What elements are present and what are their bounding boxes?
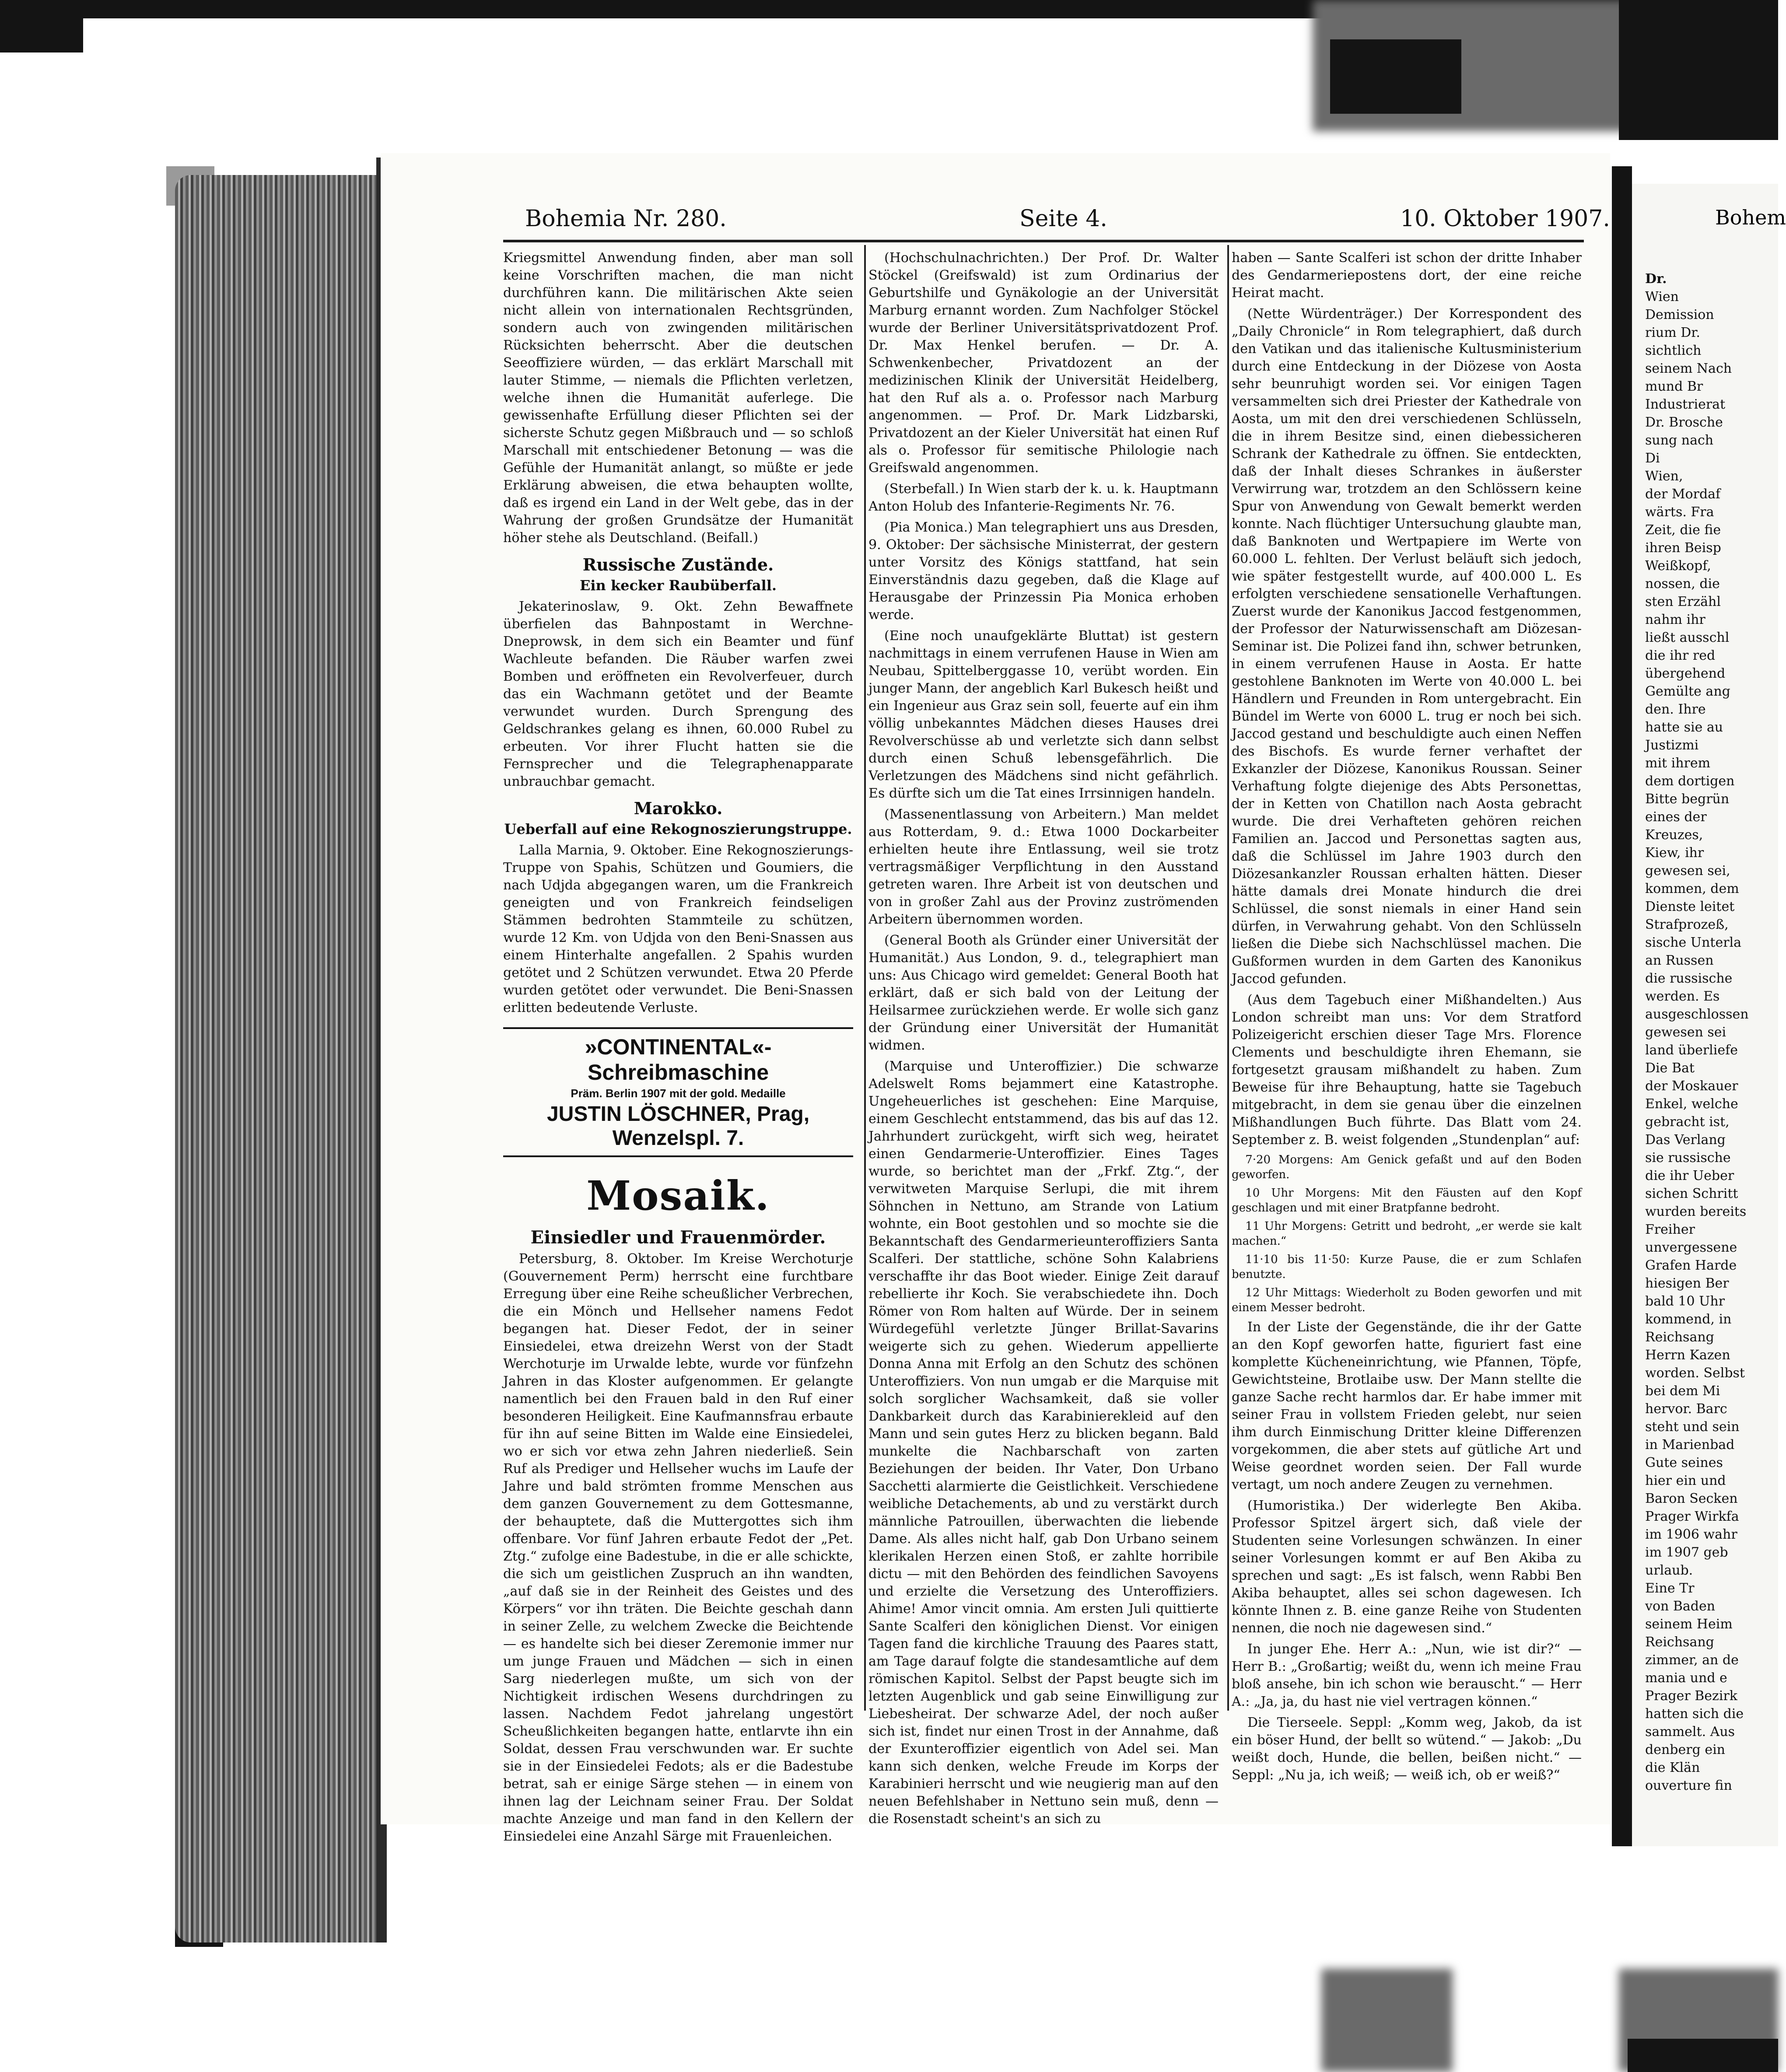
- facing-page-line: gewesen sei: [1645, 1025, 1726, 1040]
- facing-page-line: hervor. Barc: [1645, 1401, 1727, 1417]
- facing-page-line: Zeit, die fie: [1645, 522, 1721, 538]
- facing-page-line: Kreuzes,: [1645, 827, 1703, 843]
- article-text: (Nette Würdenträger.) Der Korrespondent des „Daily Chronicle“ in Rom telegraphiert, daß durch den Vatikan und das italienische Kultusministerium durch eine Entdeckung in der Diözese von Aosta sehr beunruhigt worden sei. Vor einigen Tagen versammelten sich drei Priester der Kathedrale von Aosta, um mit den drei verschiedenen Schlüsseln, die in ihrem Besitze sind, einen diebessicheren Schrank der Kathedrale zu öffnen. Sie entdeckten, daß der Inhalt dieses Schrankes in äußerster Verwirrung war, trotzdem an den Schlössern keine Spur von Anwendung von Gewalt bemerkt werden konnte. Nach flüchtiger Untersuchung glaubte man, daß Banknoten und Wertpapiere im Werte von 60.000 L. fehlten. Der Verlust beläuft sich jedoch, wie später festgestellt wurde, auf 400.000 L. Es erfolgten verschiedene sensationelle Verhaftungen. Zuerst wurde der Kanonikus Jaccod festgenommen, der Professor der Naturwissenschaft am Diözesan-Seminar ist. Die Polizei fand ihn, schwer betrunken, in einem verrufenen Hause in Aosta. Er hatte gestohlene Banknoten im Werte von 40.000 L. bei Händlern und Freunden in Rom untergebracht. Ein Bündel im Werte von 6000 L. trug er noch bei sich. Jaccod gestand und beschuldigte auch einen Neffen des Bischofs. Es wurde ferner verhaftet der Exkanzler der Diözese, Kanonikus Roussan. Seiner Verhaftung folgte diejenige des Abts Personettas, der in Ketten von Chatillon nach Aosta gebracht wurde. Die drei Verhafteten gehören reichen Familien an. Jaccod und Personettas sagten aus, daß die Schlüssel im Jahre 1903 durch den Diözesankanzler Roussan erhalten hätten. Dieser hätte damals drei Monate hindurch die drei Schlüssel, die sonst niemals in einer Hand sein dürfen, in Verwahrung gehabt. Von den Schlüsseln ließen die Diebe sich Nachschlüssel machen. Die Gußformen wurden in dem Garten des Kanonikus Jaccod gefunden.: [1232, 306, 1582, 987]
- facing-page-line: von Baden: [1645, 1599, 1716, 1614]
- article-heading: Ueberfall auf eine Rekognoszierungstruppe.: [504, 821, 852, 837]
- gutter-shadow: [1612, 166, 1632, 1846]
- facing-page-line: ouverture fin: [1645, 1778, 1732, 1793]
- facing-page-line: mund Br: [1645, 379, 1703, 394]
- article-text: Petersburg, 8. Oktober. Im Kreise Werchoturje (Gouvernement Perm) herrscht eine furchtbare Erregung über eine Reihe scheußlicher Verbrechen, die ein Mönch und Hellseher namens Fedot begangen hat. Dieser Fedot, der in seiner Einsiedelei, etwa dreizehn Werst von der Stadt Werchoturje im Urwalde lebte, wurde vor fünfzehn Jahren in das Kloster aufgenommen. Er gelangte namentlich bei den Frauen bald in den Ruf einer besonderen Heiligkeit. Eine Kaufmannsfrau erbaute für ihn auf seine Bitten im Walde eine Einsiedelei, wo er sich vor etwa zehn Jahren niederließ. Sein Ruf als Prediger und Hellseher wuchs im Laufe der Jahre und bald strömten fromme Menschen aus dem ganzen Gouvernement zu dem Gottesmanne, der behauptete, daß die Muttergottes sich ihm offenbare. Vor fünf Jahren erbaute Fedot der „Pet. Ztg.“ zufolge eine Badestube, in die er alle schickte, die sich um geistlichen Zuspruch an ihn wandten, „auf daß sie in der Reinheit des Geistes und des Körpers“ vor ihn träten. Die Beichte geschah dann in seiner Zelle, zu welchem Zwecke die Beichtende — es handelte sich bei dieser Zeremonie immer nur um junge Frauen und Mädchen — sich in einen Sarg niederlegen mußte, um sich von der Nichtigkeit irdischen Wesens durchdringen zu lassen. Nachdem Fedot jahrelang ungestört Scheußlichkeiten begangen hatte, entlarvte ihn ein Soldat, dessen Frau verschwunden war. Er suchte sie in der Einsiedelei Fedots; als er die Badestube betrat, sah er einige Särge stehen — in einem von ihnen lag der Leichnam seiner Frau. Der Soldat machte Anzeige und man fand in den Kellern der Einsiedelei eine Anzahl Särge mit Frauenleichen.: [503, 1251, 853, 1844]
- facing-page-line: nossen, die: [1645, 576, 1720, 592]
- article-text: Lalla Marnia, 9. Oktober. Eine Rekognoszierungs-Truppe von Spahis, Schützen und Goumiers, die nach Udjda abgegangen waren, um die Frankreich geneigten und von Frankreich feindseligen Stämmen bedrohten Stammteile zu schützen, wurde 12 Km. von Udjda von den Beni-Snassen aus einem Hinterhalte angefallen. 2 Spahis wurden getötet und 2 Schützen verwundet. Etwa 20 Pferde wurden getötet oder verwundet. Die Beni-Snassen erlitten bedeutende Verluste.: [503, 843, 853, 1015]
- ad-award: Präm. Berlin 1907 mit der gold. Medaille: [571, 1087, 786, 1100]
- facing-page-line: hier ein und: [1645, 1473, 1726, 1488]
- facing-page-line: Strafprozeß,: [1645, 917, 1729, 932]
- facing-page-fragment: [1632, 184, 1786, 1846]
- facing-page-line: ließt ausschl: [1645, 630, 1730, 645]
- facing-page-line: sammelt. Aus: [1645, 1724, 1735, 1740]
- scan-artifact: [1628, 2039, 1778, 2072]
- facing-page-line: Dr.: [1645, 271, 1667, 287]
- facing-page-line: mit ihrem: [1645, 756, 1711, 771]
- article-text: Jekaterinoslaw, 9. Okt. Zehn Bewaffnete überfielen das Bahnpostamt in Werchne-Dneprowsk, in dem sich ein Beamter und fünf Wachleute befanden. Die Räuber warfen zwei Bomben und eröffneten ein Revolverfeuer, durch das ein Wachmann getötet und der Beamte verwundet wurden. Durch Sprengung des Geldschrankes gelang es ihnen, 60.000 Rubel zu erbeuten. Vor ihrer Flucht hatten sie die Fernsprecher und die Telegraphenapparate unbrauchbar gemacht.: [503, 599, 853, 789]
- article-text: (Humoristika.) Der widerlegte Ben Akiba. Professor Spitzel ärgert sich, daß viele der Studenten seine Vorlesungen schwänzen. In einer seiner Vorlesungen kommt er auf Ben Akiba zu sprechen und sagt: „Es ist falsch, wenn Rabbi Ben Akiba behauptet, alles sei schon dagewesen. Ich könnte Ihnen z. B. eine ganze Reihe von Studenten nennen, die noch nie dagewesen sind.“: [1232, 1498, 1582, 1636]
- facing-page-line: Freiher: [1645, 1222, 1695, 1237]
- diary-entry: 11 Uhr Morgens: Getritt und bedroht, „er werde sie kalt machen.“: [1232, 1220, 1582, 1248]
- facing-page-line: unvergessene: [1645, 1240, 1737, 1255]
- article-text: Die Tierseele. Seppl: „Komm weg, Jakob, da ist ein böser Hund, der bellt so wütend.“ — Jakob: „Du weißt doch, Hunde, die bellen, beißen nicht.“ — Seppl: „Nu ja, ich weiß; — weiß ich, ob er weiß?“: [1232, 1715, 1582, 1783]
- article-text: Kriegsmittel Anwendung finden, aber man soll keine Vorschriften machen, die man nicht durchführen kann. Die militärischen Akte seien nicht allein von internationalen Rechtsgründen, sondern auch von zwingenden militärischen Rücksichten beherrscht. Aber die deutschen Seeoffiziere würden, — das erklärt Marschall mit lauter Stimme, — niemals die Pflichten verletzen, welche ihnen die Humanität auferlege. Die gewissenhafte Erfüllung dieser Pflichten sei der sicherste Schutz gegen Mißbrauch und — so schloß Marschall mit entschiedener Betonung — was die Gefühle der Humanität anlangt, so müßte er jede Erklärung abweisen, die etwa behaupten wollte, daß es irgend ein Land in der Welt gebe, das in der Wahrung der großen Grundsätze der Humanität höher stehe als Deutschland. (Beifall.): [503, 250, 853, 546]
- column-3: [1232, 249, 1582, 1788]
- facing-page-line: der Moskauer: [1645, 1078, 1738, 1094]
- facing-page-line: Bitte begrün: [1645, 791, 1730, 807]
- facing-page-line: kommen, dem: [1645, 881, 1739, 896]
- article-text: (Marquise und Unteroffizier.) Die schwarze Adelswelt Roms bejammert eine Katastrophe. Ungeheuerliches ist geschehen: Eine Marquise, einem Geschlecht entstammend, das bis auf das 12. Jahrhundert zurückgeht, wirft sich weg, heiratet einen Gendarmerie-Unteroffizier. Eines Tages wurde, so berichtet man der „Frkf. Ztg.“, der verwitweten Marquise Serlupi, die mit ihrem Söhnchen in Nettuno, am Strande von Latium wohnte, ein Boot gestohlen und so mochte sie die Bekanntschaft des Gendarmerieunteroffiziers Santa Scalferi. Der stattliche, schöne Sohn Kalabriens verschaffte ihr das Boot wieder. Einige Zeit darauf rebellierte ihr Koch. Sie verabschiedete ihn. Doch Römer von Rom halten auf Würde. Der in seinem Würdegefühl verletzte Jünger Brillat-Savarins weigerte sich zu gehen. Wiederum appellierte Donna Anna mit Erfolg an den Schutz des schönen Unteroffiziers. Von nun umgab er die Marquise mit solch sorglicher Wachsamkeit, daß sie voller Dankbarkeit durch das Karabinierekleid auf den Mann und sein gutes Herz zu blicken begann. Bald munkelte die Nachbarschaft von zarten Beziehungen der beiden. Ihr Vater, Don Urbano Sacchetti alarmierte die Geistlichkeit. Verschiedene weibliche Detachements, ab und zu verstärkt durch männliche Patrouillen, überwachten die liebende Dame. Als alles nicht half, gab Don Urbano seinem klerikalen Herzen einen Stoß, er zahlte horribile dictu — mit den Behörden des feindlichen Savoyens und erzielte die Versetzung des Unteroffiziers. Ahime! Amor vincit omnia. Am ersten Juli quittierte Sante Scalferi den königlichen Dienst. Vor einigen Tagen fand die kirchliche Trauung des Paares statt, am Tage darauf folgte die standesamtliche auf dem römischen Kapitol. Selbst der Papst beugte sich im letzten Augenblick und gab seine Einwilligung zur Liebesheirat. Der schwarze Adel, der noch außer sich ist, findet nur einen Trost in der Annahme, daß der Exunteroffizier eigentlich von Adel sei. Man kann sich denken, welche Freude im Korps der Karabinieri herrscht und wie neugierig man auf den neuen Befehlshaber in Nettuno sein muß, denn — die Rosenstadt scheint's an sich zu: [868, 1059, 1219, 1827]
- facing-page-line: sichtlich: [1645, 343, 1702, 358]
- facing-page-line: Kiew, ihr: [1645, 845, 1704, 861]
- column-2: [868, 249, 1219, 1831]
- facing-page-line: hatte sie au: [1645, 720, 1723, 735]
- article-text: (Sterbefall.) In Wien starb der k. u. k. Hauptmann Anton Holub des Infanterie-Regiments Nr. 76.: [868, 481, 1219, 514]
- scan-artifact: [1619, 0, 1778, 140]
- facing-page-line: Gute seines: [1645, 1455, 1723, 1470]
- facing-page-line: sten Erzähl: [1645, 594, 1721, 609]
- facing-page-line: Dr. Brosche: [1645, 415, 1723, 430]
- facing-page-line: gewesen sei,: [1645, 863, 1730, 878]
- facing-page-line: rium Dr.: [1645, 325, 1700, 340]
- facing-page-line: Herrn Kazen: [1645, 1348, 1730, 1363]
- facing-page-line: nahm ihr: [1645, 612, 1705, 627]
- diary-entry: 10 Uhr Morgens: Mit den Fäusten auf den Kopf geschlagen und mit einer Bratpfanne bedroht.: [1232, 1186, 1582, 1214]
- facing-page-line: den. Ihre: [1645, 702, 1706, 717]
- header-rule: [503, 240, 1584, 242]
- facing-page-line: Demission: [1645, 307, 1714, 322]
- facing-page-line: Wien,: [1645, 469, 1683, 484]
- diary-entry: 11·10 bis 11·50: Kurze Pause, die er zum Schlafen benutzte.: [1232, 1253, 1582, 1281]
- facing-page-line: Dienste leitet: [1645, 899, 1735, 914]
- facing-page-line: die Klän: [1645, 1760, 1700, 1775]
- facing-page-line: hatten sich die: [1645, 1706, 1744, 1722]
- facing-page-line: seinem Nach: [1645, 361, 1732, 376]
- facing-page-line: Reichsang: [1645, 1634, 1714, 1650]
- facing-page-line: in Marienbad: [1645, 1437, 1735, 1452]
- facing-page-line: eines der: [1645, 809, 1707, 825]
- facing-page-line: dem dortigen: [1645, 774, 1735, 789]
- ad-title: »CONTINENTAL«-Schreibmaschine: [585, 1035, 772, 1085]
- facing-page-line: hiesigen Ber: [1645, 1276, 1729, 1291]
- facing-page-line: urlaub.: [1645, 1563, 1693, 1578]
- facing-page-line: Reichsang: [1645, 1330, 1714, 1345]
- facing-page-line: Grafen Harde: [1645, 1258, 1737, 1273]
- page-header: [381, 206, 1610, 241]
- facing-page-line: Die Bat: [1645, 1060, 1695, 1076]
- facing-page-line: die ihr red: [1645, 648, 1716, 663]
- masthead-issue: Bohemia Nr. 280.: [525, 206, 727, 232]
- page-number: Seite 4.: [1019, 206, 1107, 232]
- facing-page-line: sung nach: [1645, 433, 1714, 448]
- article-text: haben — Sante Scalferi ist schon der dritte Inhaber des Gendarmeriepostens dort, der eine reiche Heirat macht.: [1232, 250, 1582, 301]
- article-text: (Aus dem Tagebuch einer Mißhandelten.) Aus London schreibt man uns: Vor dem Stratford Polizeigericht erschien dieser Tage Mrs. Florence Clements und beschuldigte ihren Ehemann, sie fortgesetzt grausam mißhandelt zu haben. Zum Beweise für ihre Behauptung, hatte sie Tagebuch mitgebracht, in dem sie genau über die einzelnen Mißhandlungen Buch führte. Das Blatt vom 24. September z. B. weist folgenden „Stundenplan“ auf:: [1232, 992, 1582, 1148]
- facing-page-header: Bohem: [1715, 206, 1786, 229]
- article-text: In junger Ehe. Herr A.: „Nun, wie ist dir?“ — Herr B.: „Großartig; weißt du, wenn ich meine Frau bloß ansehe, bin ich schon wie berauscht.“ — Herr A.: „Ja, ja, du hast nie viel vertragen können.“: [1232, 1642, 1582, 1709]
- facing-page-line: Eine Tr: [1645, 1581, 1695, 1596]
- facing-page-line: Prager Wirkfa: [1645, 1509, 1739, 1524]
- facing-page-line: der Mordaf: [1645, 486, 1721, 502]
- facing-page-line: an Russen: [1645, 953, 1714, 968]
- facing-page-line: wurden bereits: [1645, 1204, 1747, 1219]
- facing-page-line: im 1907 geb: [1645, 1545, 1728, 1560]
- scan-artifact: [1321, 1969, 1453, 2072]
- ad-address: JUSTIN LÖSCHNER, Prag, Wenzelspl. 7.: [546, 1102, 810, 1150]
- facing-page-line: zimmer, an de: [1645, 1652, 1739, 1668]
- facing-page-line: denberg ein: [1645, 1742, 1725, 1757]
- facing-page-line: Gemülte ang: [1645, 684, 1730, 699]
- book-page-edges: [175, 175, 381, 1942]
- facing-page-line: sische Unterla: [1645, 935, 1742, 950]
- article-text: In der Liste der Gegenstände, die ihr der Gatte an den Kopf geworfen hatte, figuriert fast eine komplette Kücheneinrichtung, wie Pfannen, Töpfe, Gewichtsteine, Brotlaibe usw. Der Mann stellte die ganze Sache recht harmlos dar. Er habe immer mit seiner Frau in vollstem Frieden gelebt, nur seien ihm durch Einmischung Dritter kleine Differenzen vorgekommen, die aber stets auf gütliche Art und Weise geordnet worden seien. Der Fall wurde vertagt, um noch andere Zeugen zu vernehmen.: [1232, 1320, 1582, 1492]
- facing-page-line: steht und sein: [1645, 1419, 1740, 1435]
- article-text: (Pia Monica.) Man telegraphiert uns aus Dresden, 9. Oktober: Der sächsische Ministerrat, der gestern unter Vorsitz des Königs stattfand, hat sein Einverständnis dazu gegeben, daß die Klage auf Herausgabe der Prinzessin Pia Monica erhoben werde.: [868, 520, 1219, 623]
- scan-artifact: [0, 0, 83, 52]
- issue-date: 10. Oktober 1907.: [1400, 206, 1610, 232]
- article-text: (Eine noch unaufgeklärte Bluttat) ist gestern nachmittags in einem verrufenen Hause in Wien am Neubau, Spittelberggasse 10, verübt worden. Ein junger Mann, der angeblich Karl Bukesch heißt und ein Ingenieur aus Graz sein soll, feuerte auf ein ihm völlig unbekanntes Mädchen dieses Hauses drei Revolverschüsse ab und verletzte sich dann selbst durch einen Schuß lebensgefährlich. Die Verletzungen des Mädchens sind nicht gefährlich. Es dürfte sich um die Tat eines Irrsinnigen handeln.: [868, 628, 1219, 801]
- diary-entry: 12 Uhr Mittags: Wiederholt zu Boden geworfen und mit einem Messer bedroht.: [1232, 1286, 1582, 1314]
- section-title: Mosaik.: [586, 1172, 770, 1219]
- facing-page-line: Prager Bezirk: [1645, 1688, 1737, 1704]
- article-text: (Massenentlassung von Arbeitern.) Man meldet aus Rotterdam, 9. d.: Etwa 1000 Dockarbeiter erhielten heute ihre Entlassung, weil sie trotz vertragsmäßiger Verpflichtung in den Ausstand getreten waren. Ihre Arbeit ist von deutschen und von in großer Zahl aus der Provinz zuströmenden Arbeitern übernommen worden.: [868, 807, 1219, 927]
- facing-page-line: mania und e: [1645, 1670, 1727, 1686]
- facing-page-line: Justizmi: [1645, 738, 1699, 753]
- facing-page-line: Industrierat: [1645, 397, 1726, 412]
- facing-page-line: sichen Schritt: [1645, 1186, 1738, 1201]
- facing-page-line: werden. Es: [1645, 989, 1720, 1004]
- diary-entry: 7·20 Morgens: Am Genick gefaßt und auf den Boden geworfen.: [1232, 1153, 1582, 1181]
- scan-artifact: [1330, 39, 1461, 114]
- column-1: [503, 249, 853, 1849]
- facing-page-line: Wien: [1645, 289, 1679, 304]
- article-heading: Ein kecker Raubüberfall.: [579, 577, 777, 594]
- facing-page-line: im 1906 wahr: [1645, 1527, 1737, 1542]
- facing-page-line: Di: [1645, 451, 1660, 466]
- facing-page-line: Das Verlang: [1645, 1132, 1726, 1148]
- facing-page-line: Enkel, welche: [1645, 1096, 1738, 1112]
- facing-page-line: Baron Secken: [1645, 1491, 1738, 1506]
- column-divider: [1227, 245, 1229, 1711]
- facing-page-line: ausgeschlossen: [1645, 1007, 1749, 1022]
- facing-page-line: die ihr Ueber: [1645, 1168, 1734, 1183]
- facing-page-line: bald 10 Uhr: [1645, 1294, 1725, 1309]
- advertisement: [503, 1027, 853, 1157]
- facing-page-line: übergehend: [1645, 666, 1726, 681]
- article-text: (Hochschulnachrichten.) Der Prof. Dr. Walter Stöckel (Greifswald) ist zum Ordinarius der Geburtshilfe und Gynäkologie an der Universität Marburg ernannt worden. Zum Nachfolger Stöckel wurde der Berliner Universitätsprivatdozent Prof. Dr. Max Henkel berufen. — Dr. A. Schwenkenbecher, Privatdozent an der medizinischen Klinik der Universität Heidelberg, hat den Ruf als a. o. Professor nach Marburg angenommen. — Prof. Dr. Mark Lidzbarski, Privatdozent an der Kieler Universität hat einen Ruf als o. Professor für semitische Philologie nach Greifswald angenommen.: [868, 250, 1219, 476]
- facing-page-line: bei dem Mi: [1645, 1383, 1720, 1399]
- facing-page-line: seinem Heim: [1645, 1617, 1733, 1632]
- facing-page-line: gebracht ist,: [1645, 1114, 1730, 1130]
- facing-page-line: Weißkopf,: [1645, 558, 1711, 574]
- facing-page-line: ihren Beisp: [1645, 540, 1721, 556]
- facing-page-line: die russische: [1645, 971, 1733, 986]
- column-divider: [864, 245, 866, 1711]
- section-heading: Marokko.: [634, 798, 723, 818]
- facing-page-line: kommend, in: [1645, 1312, 1732, 1327]
- facing-page-line: wärts. Fra: [1645, 504, 1714, 520]
- facing-page-line: worden. Selbst: [1645, 1365, 1745, 1381]
- section-heading: Russische Zustände.: [582, 555, 774, 574]
- facing-page-line: land überliefe: [1645, 1043, 1738, 1058]
- facing-page-line: sie russische: [1645, 1150, 1731, 1166]
- article-heading: Einsiedler und Frauenmörder.: [530, 1227, 826, 1248]
- article-text: (General Booth als Gründer einer Universität der Humanität.) Aus London, 9. d., telegraphiert man uns: Aus Chicago wird gemeldet: General Booth hat erklärt, daß er sich bald von der Leitung der Heilsarmee zurückziehen werde. Er wolle sich ganz der Gründung einer Universität der Humanität widmen.: [868, 933, 1219, 1053]
